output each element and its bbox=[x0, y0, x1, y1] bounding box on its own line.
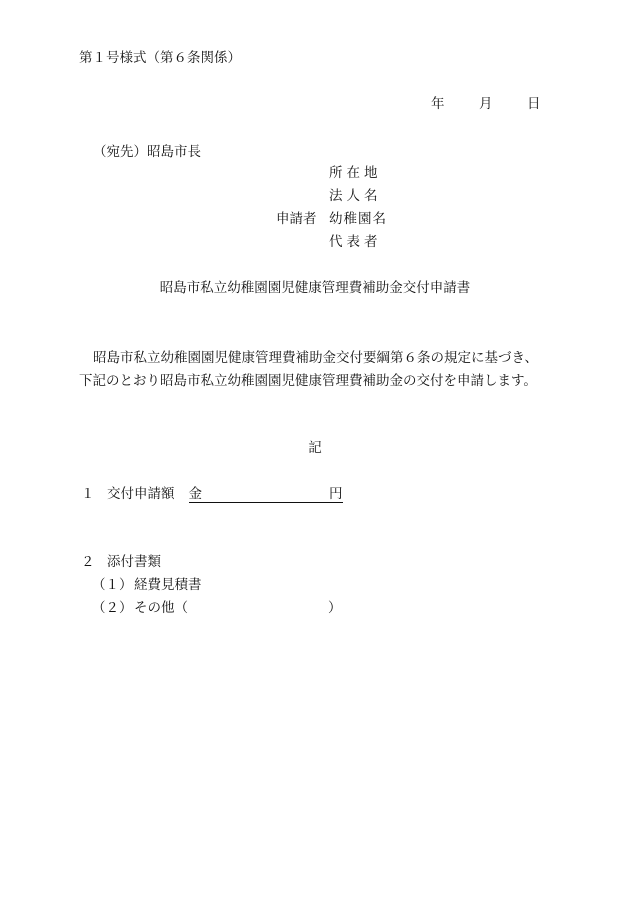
applicant-label: 申請者 bbox=[276, 211, 317, 227]
attachment-estimate bbox=[92, 577, 202, 593]
addressee: （宛先）昭島市長 bbox=[93, 144, 201, 160]
amount-field bbox=[189, 486, 343, 503]
ki-heading: 記 bbox=[308, 440, 322, 456]
date-day-label: 日 bbox=[527, 96, 541, 112]
item1-label: 交付申請額 bbox=[107, 486, 175, 502]
applicant-representative-label: 代表者 bbox=[329, 234, 382, 250]
item2-label: 添付書類 bbox=[107, 554, 161, 570]
sub1-number: （１） bbox=[92, 577, 133, 593]
date-line bbox=[431, 96, 541, 112]
date-month-label: 月 bbox=[479, 96, 493, 112]
applicant-kindergarten-label: 幼稚園名 bbox=[329, 211, 387, 227]
item-attachments bbox=[81, 554, 161, 570]
date-year-label: 年 bbox=[431, 96, 445, 112]
applicant-corporation-label: 法人名 bbox=[329, 188, 382, 204]
amount-prefix: 金 bbox=[188, 486, 202, 502]
applicant-address-label: 所在地 bbox=[329, 165, 382, 181]
sub1-label: 経費見積書 bbox=[134, 577, 202, 593]
item1-number: １ bbox=[81, 486, 95, 502]
sub2-number: （２） bbox=[92, 600, 133, 616]
other-close-paren: ） bbox=[328, 600, 342, 616]
sub2-label: その他 bbox=[134, 600, 175, 616]
body-text: 昭島市私立幼稚園園児健康管理費補助金交付要綱第６条の規定に基づき、下記のとおり昭島市私立幼稚園園児健康管理費補助金の交付を申請します。 bbox=[79, 350, 538, 389]
form-number: 第１号様式（第６条関係） bbox=[79, 50, 241, 66]
item-application-amount bbox=[81, 486, 343, 503]
other-parenthesis bbox=[175, 600, 342, 616]
item2-number: ２ bbox=[81, 554, 95, 570]
other-open-paren: （ bbox=[174, 600, 188, 616]
attachment-other bbox=[92, 600, 342, 616]
amount-suffix: 円 bbox=[329, 486, 343, 502]
document-title: 昭島市私立幼稚園園児健康管理費補助金交付申請書 bbox=[159, 280, 471, 296]
